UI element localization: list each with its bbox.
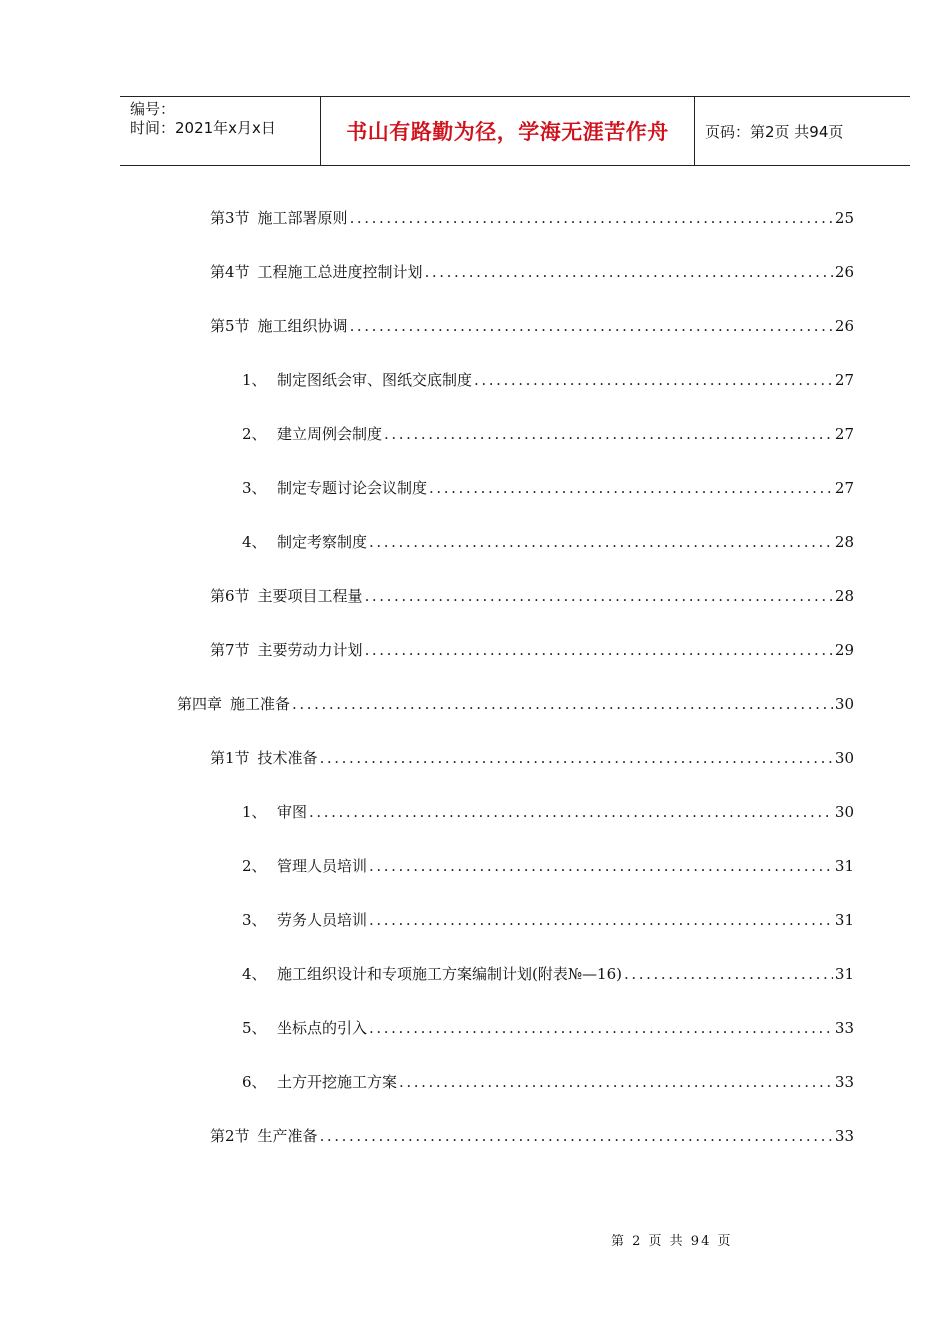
- toc-entry-page: 28: [834, 587, 854, 605]
- toc-entry-number: 5、: [242, 1019, 267, 1037]
- page-footer: 第 2 页 共 94 页: [611, 1234, 733, 1249]
- toc-entry-page: 31: [834, 857, 854, 875]
- toc-entry: [0, 694, 854, 714]
- toc-entry-title: 工程施工总进度控制计划: [257, 263, 423, 281]
- toc-entry: [0, 1126, 854, 1146]
- toc-entry-title: 劳务人员培训: [277, 911, 368, 929]
- toc-entry: [0, 802, 854, 822]
- toc-entry-number: 第4节: [210, 263, 250, 281]
- toc-entry: [0, 856, 854, 876]
- toc-entry-number: 3、: [242, 479, 267, 497]
- toc-entry: [0, 910, 854, 930]
- toc-entry-title: 生产准备: [257, 1127, 318, 1145]
- toc-entry: [0, 964, 854, 984]
- toc-dot-leader: [365, 586, 833, 606]
- toc-entry-page: 33: [834, 1127, 854, 1145]
- toc-entry: [0, 370, 854, 390]
- toc-entry: [0, 424, 854, 444]
- toc-entry-page: 30: [834, 803, 854, 821]
- toc-dot-leader: [292, 694, 833, 714]
- toc-dot-leader: [320, 1126, 833, 1146]
- header-number-label: 编号：: [130, 100, 176, 118]
- toc-entry-title: 主要项目工程量: [257, 587, 363, 605]
- toc-entry-page: 31: [834, 911, 854, 929]
- toc-dot-leader: [369, 910, 833, 930]
- toc-entry-number: 1、: [242, 371, 267, 389]
- toc-entry-number: 1、: [242, 803, 267, 821]
- toc-dot-leader: [369, 1018, 833, 1038]
- toc-entry-number: 第3节: [210, 209, 250, 227]
- toc-dot-leader: [399, 1072, 833, 1092]
- toc-entry-number: 第7节: [210, 641, 250, 659]
- toc-dot-leader: [474, 370, 833, 390]
- toc-entry-number: 第四章: [177, 695, 223, 713]
- toc-dot-leader: [350, 208, 833, 228]
- toc-entry-page: 28: [834, 533, 854, 551]
- toc-entry-number: 4、: [242, 533, 267, 551]
- toc-entry-number: 2、: [242, 857, 267, 875]
- toc-entry-title: 施工准备: [230, 695, 291, 713]
- toc-entry: [0, 262, 854, 282]
- toc-entry-number: 6、: [242, 1073, 267, 1091]
- toc-dot-leader: [384, 424, 833, 444]
- toc-entry-title: 制定专题讨论会议制度: [277, 479, 428, 497]
- toc-entry-title: 施工组织协调: [257, 317, 348, 335]
- toc-entry: [0, 532, 854, 552]
- toc-entry-page: 31: [834, 965, 854, 983]
- toc-dot-leader: [369, 856, 833, 876]
- toc-entry: [0, 1018, 854, 1038]
- toc-entry-page: 25: [834, 209, 854, 227]
- toc-dot-leader: [624, 964, 833, 984]
- toc-entry-title: 施工组织设计和专项施工方案编制计划(附表№—16): [277, 965, 622, 983]
- toc-entry-page: 29: [834, 641, 854, 659]
- toc-entry-title: 坐标点的引入: [277, 1019, 368, 1037]
- toc-dot-leader: [309, 802, 833, 822]
- toc-entry-page: 30: [834, 695, 854, 713]
- toc-entry-number: 3、: [242, 911, 267, 929]
- toc-entry-title: 技术准备: [257, 749, 318, 767]
- toc-entry: [0, 748, 854, 768]
- toc-dot-leader: [425, 262, 833, 282]
- toc-entry: [0, 586, 854, 606]
- toc-entry: [0, 316, 854, 336]
- toc-entry-number: 第6节: [210, 587, 250, 605]
- toc-entry-number: 第5节: [210, 317, 250, 335]
- toc-entry-page: 26: [834, 317, 854, 335]
- toc-entry-page: 33: [834, 1019, 854, 1037]
- header-page-label: 页码：第2页 共94页: [705, 122, 844, 141]
- toc-dot-leader: [369, 532, 833, 552]
- toc-entry-number: 第2节: [210, 1127, 250, 1145]
- toc-entry-title: 主要劳动力计划: [257, 641, 363, 659]
- toc-dot-leader: [320, 748, 833, 768]
- toc-dot-leader: [350, 316, 833, 336]
- toc-entry-number: 2、: [242, 425, 267, 443]
- toc-entry-page: 27: [834, 479, 854, 497]
- toc-dot-leader: [429, 478, 833, 498]
- toc-dot-leader: [365, 640, 833, 660]
- toc-entry-title: 建立周例会制度: [277, 425, 383, 443]
- toc-entry: [0, 1072, 854, 1092]
- toc-entry-number: 4、: [242, 965, 267, 983]
- toc-entry-title: 土方开挖施工方案: [277, 1073, 398, 1091]
- header-motto: 书山有路勤为径，学海无涯苦作舟: [321, 97, 695, 165]
- toc-entry-page: 33: [834, 1073, 854, 1091]
- toc-entry-title: 管理人员培训: [277, 857, 368, 875]
- header-time-label: 时间：2021年x月x日: [130, 119, 276, 137]
- toc-entry-title: 制定图纸会审、图纸交底制度: [277, 371, 473, 389]
- toc-entry-page: 27: [834, 371, 854, 389]
- toc-entry-page: 30: [834, 749, 854, 767]
- toc-entry-page: 27: [834, 425, 854, 443]
- toc-entry-title: 制定考察制度: [277, 533, 368, 551]
- document-header: [120, 96, 910, 166]
- toc-entry-title: 施工部署原则: [257, 209, 348, 227]
- header-info-cell: [120, 97, 321, 165]
- toc-entry-page: 26: [834, 263, 854, 281]
- toc-entry: [0, 208, 854, 228]
- toc-entry-title: 审图: [277, 803, 308, 821]
- toc-entry-number: 第1节: [210, 749, 250, 767]
- toc-entry: [0, 640, 854, 660]
- toc-entry: [0, 478, 854, 498]
